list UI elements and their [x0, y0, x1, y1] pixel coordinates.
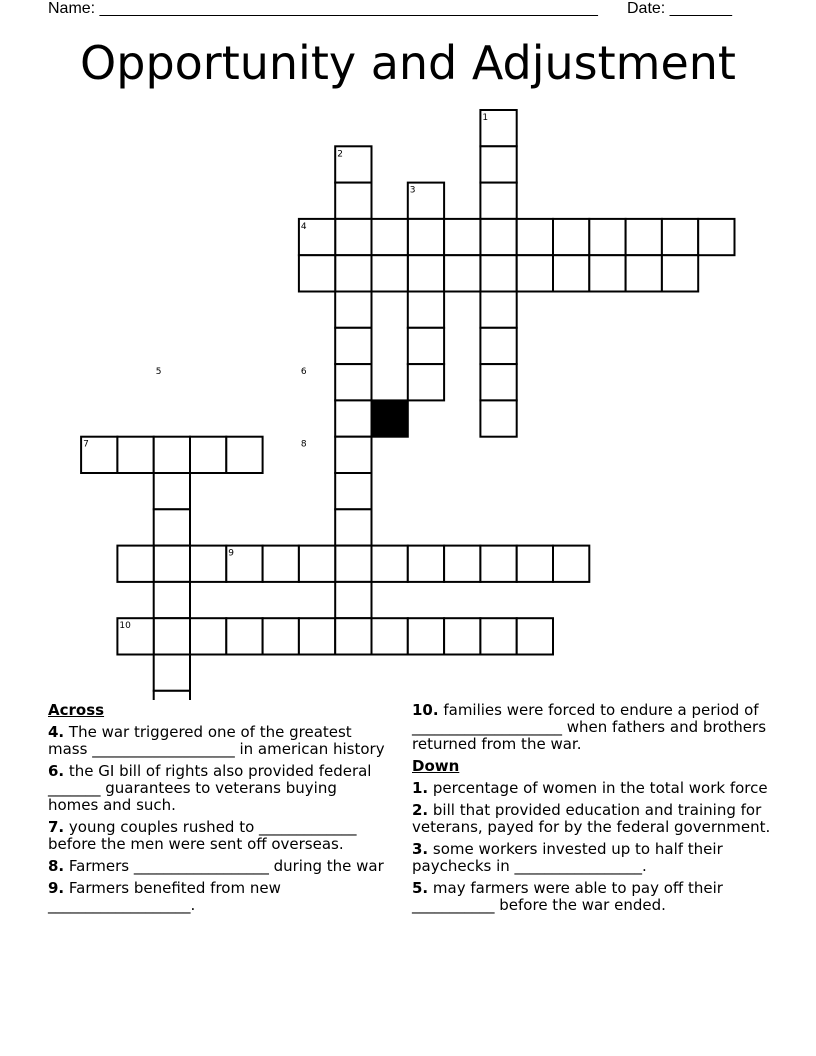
grid-cell[interactable]: [408, 219, 444, 255]
grid-cell[interactable]: [480, 219, 516, 255]
black-cell: [372, 400, 408, 436]
grid-cell[interactable]: [117, 437, 153, 473]
clue-number-5: 5: [155, 367, 162, 378]
clue-number-7: 7: [83, 439, 89, 450]
grid-cell[interactable]: [335, 255, 371, 291]
grid-cell[interactable]: [335, 328, 371, 364]
across-clue-9: 9. Farmers benefited from new ___________________.: [48, 879, 281, 914]
grid-cell[interactable]: [480, 364, 516, 400]
grid-cell[interactable]: [335, 364, 371, 400]
grid-cell[interactable]: [553, 546, 589, 582]
grid-cell[interactable]: [372, 546, 408, 582]
grid-cell[interactable]: [589, 219, 625, 255]
grid-cell[interactable]: [444, 255, 480, 291]
grid-cell[interactable]: [662, 255, 698, 291]
grid-cell[interactable]: [480, 400, 516, 436]
grid-cell[interactable]: [444, 219, 480, 255]
grid-cell[interactable]: [117, 546, 153, 582]
down-clue-5: 5. may farmers were able to pay off their ___________ before the war ended.: [412, 879, 723, 914]
down-clue-3: 3. some workers invested up to half their paychecks in _________________.: [412, 840, 723, 875]
clue-number-3: 3: [409, 185, 416, 196]
grid-cell[interactable]: [226, 437, 262, 473]
grid-cell[interactable]: [626, 219, 662, 255]
grid-cell[interactable]: [553, 255, 589, 291]
across-clue-8: 8. Farmers __________________ during the war: [48, 857, 384, 875]
grid-cell[interactable]: [263, 618, 299, 654]
name-field-label: Name: ________________________________________________________: [48, 0, 598, 17]
grid-cell[interactable]: [335, 582, 371, 618]
date-field-label: Date: _______: [627, 0, 732, 17]
grid-cell[interactable]: [335, 219, 371, 255]
grid-cell[interactable]: [408, 364, 444, 400]
grid-cell[interactable]: [299, 546, 335, 582]
grid-cell[interactable]: [517, 618, 553, 654]
grid-cell[interactable]: [226, 618, 262, 654]
grid-cell[interactable]: [480, 146, 516, 182]
grid-cell[interactable]: [335, 473, 371, 509]
grid-cell[interactable]: [444, 546, 480, 582]
down-heading: Down: [412, 757, 460, 775]
clue-number-10: 10: [119, 621, 131, 632]
clues-right-column: [412, 702, 772, 919]
down-clue-2: 2. bill that provided education and training for veterans, payed for by the federal government.: [412, 801, 771, 836]
clues-left-column: [48, 702, 388, 919]
grid-cell[interactable]: [517, 255, 553, 291]
down-clue-1: 1. percentage of women in the total work force: [412, 779, 768, 797]
grid-cell[interactable]: [154, 437, 190, 473]
across-heading: Across: [48, 701, 105, 719]
grid-cell[interactable]: [154, 691, 190, 700]
grid-cell[interactable]: [372, 255, 408, 291]
grid-cell[interactable]: [335, 546, 371, 582]
grid-cell[interactable]: [480, 292, 516, 328]
grid-cell[interactable]: [190, 618, 226, 654]
grid-cell[interactable]: [299, 618, 335, 654]
grid-cell[interactable]: [408, 546, 444, 582]
clue-number-8: 8: [300, 439, 307, 450]
grid-cell[interactable]: [480, 183, 516, 219]
grid-cell[interactable]: [335, 292, 371, 328]
grid-cell[interactable]: [626, 255, 662, 291]
grid-cell[interactable]: [372, 219, 408, 255]
grid-cell[interactable]: [480, 546, 516, 582]
grid-cell[interactable]: [335, 509, 371, 545]
grid-cell[interactable]: [190, 437, 226, 473]
grid-cell[interactable]: [408, 255, 444, 291]
clue-number-6: 6: [300, 367, 307, 378]
grid-cell[interactable]: [335, 400, 371, 436]
grid-cell[interactable]: [444, 618, 480, 654]
grid-cell[interactable]: [154, 473, 190, 509]
grid-cell[interactable]: [517, 219, 553, 255]
grid-cell[interactable]: [480, 255, 516, 291]
clue-number-2: 2: [337, 149, 343, 160]
grid-cell[interactable]: [480, 618, 516, 654]
across-clue-4: 4. The war triggered one of the greatest mass ___________________ in american history: [48, 723, 385, 758]
grid-cell[interactable]: [154, 655, 190, 691]
grid-cell[interactable]: [154, 618, 190, 654]
grid-cell[interactable]: [517, 546, 553, 582]
grid-cell[interactable]: [589, 255, 625, 291]
grid-cell[interactable]: [698, 219, 734, 255]
clue-number-1: 1: [482, 113, 489, 123]
grid-cell[interactable]: [299, 255, 335, 291]
across-clue-6: 6. the GI bill of rights also provided federal _______ guarantees to veterans buying homes and such.: [48, 762, 372, 814]
grid-cell[interactable]: [335, 183, 371, 219]
grid-cell[interactable]: [154, 509, 190, 545]
clue-number-9: 9: [228, 548, 235, 559]
grid-cell[interactable]: [408, 292, 444, 328]
grid-cell[interactable]: [408, 328, 444, 364]
grid-cell[interactable]: [662, 219, 698, 255]
grid-cell[interactable]: [335, 618, 371, 654]
across-clue-10: 10. families were forced to endure a period of ____________________ when fathers and brothers returned from the war.: [412, 701, 767, 753]
grid-cell[interactable]: [263, 546, 299, 582]
grid-cell[interactable]: [553, 219, 589, 255]
grid-cell[interactable]: [154, 546, 190, 582]
clue-number-4: 4: [300, 221, 307, 232]
grid-cell[interactable]: [372, 618, 408, 654]
grid-cell[interactable]: [408, 618, 444, 654]
grid-cell[interactable]: [480, 328, 516, 364]
grid-cell[interactable]: [335, 437, 371, 473]
page-title: Opportunity and Adjustment: [80, 36, 736, 90]
grid-cell[interactable]: [190, 546, 226, 582]
grid-cell[interactable]: [154, 582, 190, 618]
across-clue-7: 7. young couples rushed to _____________ before the men were sent off overseas.: [48, 818, 357, 853]
